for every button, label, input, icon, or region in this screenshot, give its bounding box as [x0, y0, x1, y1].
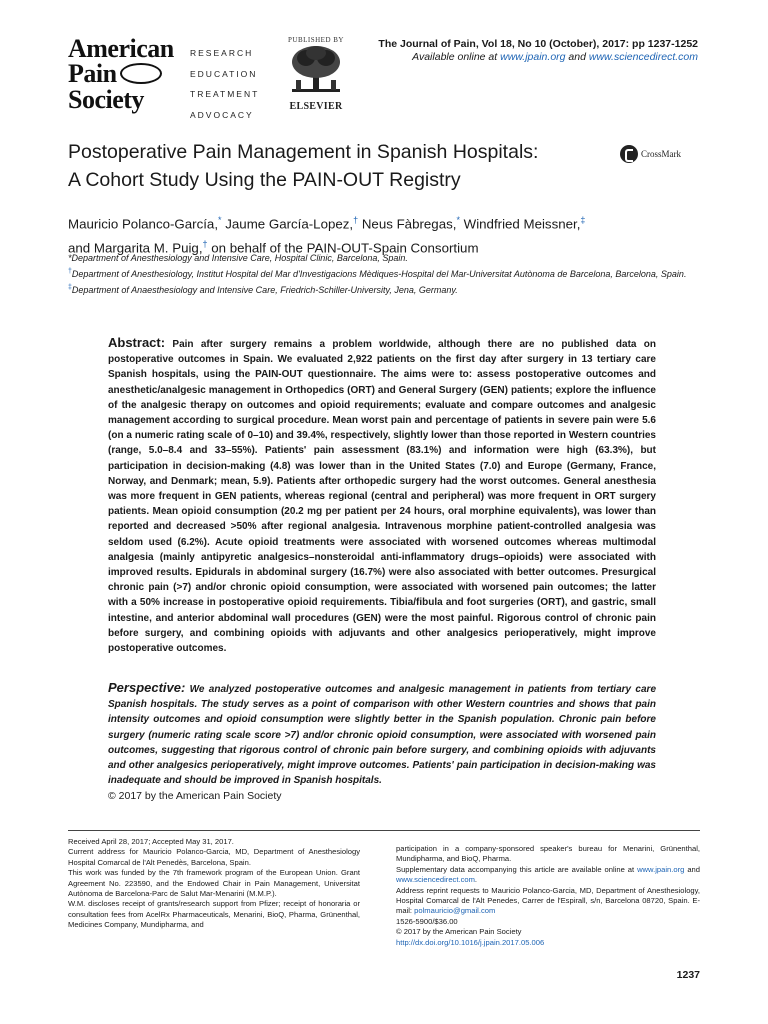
available-and: and — [568, 51, 586, 63]
mission-item: RESEARCH — [190, 48, 254, 58]
society-seal-icon — [120, 63, 162, 84]
affiliation-mark[interactable]: * — [456, 215, 460, 225]
abstract-label: Abstract: — [108, 335, 166, 350]
mission-item: TREATMENT — [190, 89, 260, 99]
footnote-copyright: © 2017 by the American Pain Society — [396, 927, 522, 937]
footnote: Current address for Mauricio Polanco-Garcia, MD, Department of Anesthesiology Hospital Comarcal de l'Alt Penedès, Barcelona, Spain. — [68, 847, 360, 867]
supplementary-and: and — [687, 864, 700, 874]
author-name: Windfried Meissner, — [463, 216, 581, 232]
author-name: Neus Fàbregas, — [361, 216, 457, 232]
affiliations — [68, 252, 708, 297]
abstract-text: Pain after surgery remains a problem worldwide, although there are no published data on postoperative outcomes in Spain. We evaluated 2,922 patients on the first day after surgery in 13 tertiary care Spanish hospitals, using the PAIN-OUT questionnaire. The aims were to: assess postoperative outcomes and anesthetic/analgesic management in Orthopedics (ORT) and General Surgery (GEN) patients; explore the influence of the analgesic therapy on outcomes and opioid requirements; evaluate and compare outcomes and analgesic management according to surgical procedure. Mean worst pain and percentage of patients in severe pain were 5.6 (on a numeric rating scale of 0–10) and 39.4%, respectively, slightly lower than those reported in Western countries (range, 5.0–8.4 and 33–55%). Patients' pain assessment (83.1%) and information were high (63.3%), but participation in decision-making (4.8) was lower than in the United States (7.0) and Europe (Germany, France, Norway, and Denmark; mean, 5.9). Patients after orthopedic surgery had the worst outcomes. General anesthesia was more frequent in GEN patients, whereas regional (central and peripheral) was more frequent in ORT surgery patients. Mean opioid consumption (20.2 mg per patient per 24 hours, oral morphine equivalents), was lower than reported and decreased >50% after regional analgesia. Intravenous morphine patient-controlled analgesia was seldom used (6.2%). Acute opioid treatments were associated with worsened outcomes whereas multimodal analgesia (mainly antipyretic analgesics–nonsteroidal anti-inflammatory drugs–opioids) were associated with improved results. Epidurals in abdominal surgery (16.7%) were also associated with better outcomes. Presurgical chronic pain (>7) and/or chronic opioid consumption, were associated with worsened pain outcomes; the latter with a 50% increase in postoperative opioid requirements. Tibia/fibula and foot surgeries (ORT), and gastric, small intestine, and anterior abdominal wall procedures (GEN) were the most painful. Rigorous control of chronic pain before surgery, and combining opioids with adjuvants and other analgesics perioperatively, might improve postoperative outcomes. — [108, 339, 656, 655]
affiliation-mark[interactable]: * — [218, 215, 222, 225]
available-online-line — [378, 51, 698, 64]
article-title — [68, 138, 608, 194]
footnote — [396, 865, 700, 886]
affiliation-mark[interactable]: † — [353, 215, 359, 225]
article-title-line-1: Postoperative Pain Management in Spanish Hospitals: — [68, 141, 539, 163]
supplementary-end: . — [474, 875, 478, 885]
author-name: Mauricio Polanco-García, — [68, 216, 219, 232]
affiliation-text: Department of Anaesthesiology and Intensive Care, Friedrich-Schiller-University, Jena, Germany. — [71, 285, 458, 295]
email-link[interactable]: polmauricio@gmail.com — [414, 906, 496, 916]
society-mission-list — [190, 43, 259, 125]
crossmark-label: CrossMark — [641, 149, 681, 159]
american-pain-society-logo — [68, 34, 174, 114]
perspective — [108, 680, 656, 788]
jpain-link[interactable]: www.jpain.org — [500, 51, 566, 63]
footnote-divider — [68, 830, 700, 831]
affiliation-text: Department of Anesthesiology and Intensive Care, Hospital Clinic, Barcelona, Spain. — [71, 253, 408, 263]
footnote: W.M. discloses receipt of grants/research support from Pfizer; receipt of honoraria or consultation fees from AcelRx Pharmaceuticals, Menarini, BioQ, Pharma, Grünenthal, Medicines Company, Mundipharma, and — [68, 899, 360, 930]
author-name: Jaume García-Lopez, — [225, 216, 354, 232]
affiliation-text: Department of Anesthesiology, Institut Hospital del Mar d'Investigacions Mèdiques-Hospital del Mar-Universitat Autònoma de Barcelona, Barcelona, Spain. — [71, 269, 687, 279]
published-by-label: PUBLISHED BY — [288, 36, 344, 44]
elsevier-wordmark: ELSEVIER — [289, 101, 343, 112]
affiliation-mark[interactable]: † — [202, 239, 208, 250]
page-number: 1237 — [676, 969, 700, 981]
crossmark-button[interactable] — [620, 145, 700, 163]
sciencedirect-link[interactable]: www.sciencedirect.com — [588, 51, 698, 63]
affiliation-item — [68, 252, 708, 265]
footnotes-right — [396, 844, 700, 948]
crossmark-icon — [620, 145, 638, 163]
abstract — [108, 335, 656, 656]
journal-citation-block — [378, 38, 698, 64]
article-title-line-2: A Cohort Study Using the PAIN-OUT Registry — [68, 169, 461, 191]
elsevier-tree-icon — [288, 44, 344, 94]
logo-line-2 — [68, 61, 168, 87]
publisher-logo — [284, 36, 348, 112]
logo-line-1: American — [68, 34, 174, 63]
footnote: This work was funded by the 7th framework program of the European Union. Grant Agreement No. 223590, and the Endowed Chair in Pain Management, Universitat Autònoma de Barcelona-Parc de Salut Mar-Menarini (M.M.P.). — [68, 868, 360, 899]
article-copyright: © 2017 by the American Pain Society — [108, 790, 282, 802]
footnotes-left — [68, 837, 360, 931]
footnote — [396, 886, 700, 917]
mission-item: EDUCATION — [190, 68, 258, 79]
supplementary-text: Supplementary data accompanying this article are available online at — [396, 864, 635, 874]
logo-line-2-text: Pain — [68, 59, 117, 88]
issn: 1526-5900/$36.00 — [396, 916, 458, 926]
perspective-text: We analyzed postoperative outcomes and analgesic management in patients from tertiary care Spanish hospitals. The study serves as a point of comparison with other Western countries and shows that pain intensity outcomes and opioid consumption were slightly better in the Spanish population. Chronic pain before surgery (numeric rating scale score >7) and/or chronic opioid consumption, were associated with worsened pain outcomes, suggesting that rigorous control of chronic pain before surgery, and combining opioids with adjuvants and other analgesics perioperatively, might improve outcomes. Patients' pain participation in decision-making was inadequate and should be improved in Spanish hospitals. — [108, 684, 656, 787]
journal-citation: The Journal of Pain, Vol 18, No 10 (October), 2017: pp 1237-1252 — [378, 38, 698, 50]
sciencedirect-link[interactable]: www.sciencedirect.com — [396, 875, 475, 885]
affiliation-item — [68, 265, 708, 281]
available-prefix: Available online at — [412, 51, 498, 63]
logo-line-3: Society — [68, 84, 144, 114]
mission-item: ADVOCACY — [190, 109, 254, 120]
footnote: Received April 28, 2017; Accepted May 31, 2017. — [68, 837, 234, 846]
affiliation-text: † — [68, 268, 72, 275]
perspective-label: Perspective: — [108, 680, 186, 695]
affiliation-mark[interactable]: ‡ — [580, 215, 586, 225]
affiliation-item — [68, 281, 708, 297]
affiliation-text: * — [68, 253, 72, 263]
author-name: and Margarita M. Puig, — [68, 240, 203, 256]
affiliation-text: ‡ — [68, 284, 72, 291]
jpain-link[interactable]: www.jpain.org — [637, 864, 685, 874]
footnote: participation in a company-sponsored speaker's bureau for Menarini, Grünenthal, Mundipharma, and BioQ, Pharma. — [396, 844, 700, 864]
consortium-suffix: on behalf of the PAIN-OUT-Spain Consortium — [211, 240, 479, 256]
reprint-text: Address reprint requests to Mauricio Polanco-Garcia, MD, Department of Anesthesiology, Hospital Comarcal de l'Alt Penedes, Carrer de l'Espirall, s/n, Barcelona 08720, Spain. E-mail: — [396, 885, 700, 916]
doi-link[interactable]: http://dx.doi.org/10.1016/j.jpain.2017.05.006 — [396, 937, 545, 947]
